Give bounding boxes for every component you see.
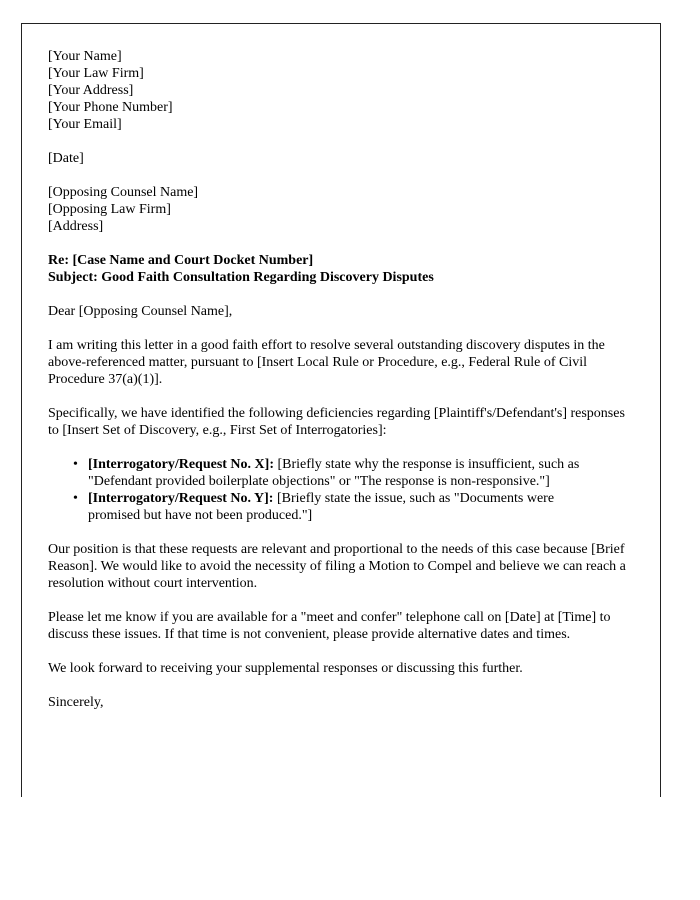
list-item [48,490,596,524]
sender-law-firm: [Your Law Firm] [48,66,144,81]
deficiency-list [48,456,636,524]
salutation-block [48,303,636,320]
deficiency-item-text: [Briefly state why the response is insufficient, such as "Defendant provided boilerplate objections" or "The response is non-responsive."] [88,457,580,489]
body-paragraph-2: Specifically, we have identified the following deficiencies regarding [Plaintiff's/Defendant's] responses to [Insert Set of Discovery, e.g., First Set of Interrogatories]: [48,406,625,438]
letter-content [48,48,636,711]
date-block [48,150,636,167]
sender-address: [Your Address] [48,83,134,98]
re-line: Re: [Case Name and Court Docket Number] [48,253,314,268]
body-paragraph-5: We look forward to receiving your supplemental responses or discussing this further. [48,661,523,676]
recipient-address: [Address] [48,219,104,234]
body-paragraph-1: I am writing this letter in a good faith effort to resolve several outstanding discovery disputes in the above-referenced matter, pursuant to [Insert Local Rule or Procedure, e.g., Federal Rule of Civil Procedure 37(a)(1)]. [48,338,605,387]
deficiency-item-text: [Briefly state the issue, such as "Documents were promised but have not been produced."] [88,491,555,523]
bullet-icon: • [73,457,78,472]
recipient-law-firm: [Opposing Law Firm] [48,202,171,217]
closing-block [48,694,636,711]
subject-line: Subject: Good Faith Consultation Regarding Discovery Disputes [48,270,434,285]
deficiency-item-label: [Interrogatory/Request No. Y]: [88,491,274,506]
body-paragraph-3: Our position is that these requests are relevant and proportional to the needs of this case because [Brief Reason]. We would like to avoid the necessity of filing a Motion to Compel and believe we can reach a resolution without court intervention. [48,542,626,591]
sender-phone-number: [Your Phone Number] [48,100,173,115]
sender-name: [Your Name] [48,49,122,64]
recipient-counsel-name: [Opposing Counsel Name] [48,185,199,200]
bullet-icon: • [73,491,78,506]
letter-date: [Date] [48,151,84,166]
deficiency-item-label: [Interrogatory/Request No. X]: [88,457,274,472]
body-paragraph-4: Please let me know if you are available for a "meet and confer" telephone call on [Date] at [Time] to discuss these issues. If that time is not convenient, please provide alternative dates and times. [48,610,611,642]
subject-block [48,252,636,286]
list-item [48,456,596,490]
recipient-address-block [48,184,636,235]
sender-email: [Your Email] [48,117,122,132]
closing-salutation: Sincerely, [48,695,104,710]
salutation: Dear [Opposing Counsel Name], [48,304,233,319]
sender-address-block [48,48,636,133]
